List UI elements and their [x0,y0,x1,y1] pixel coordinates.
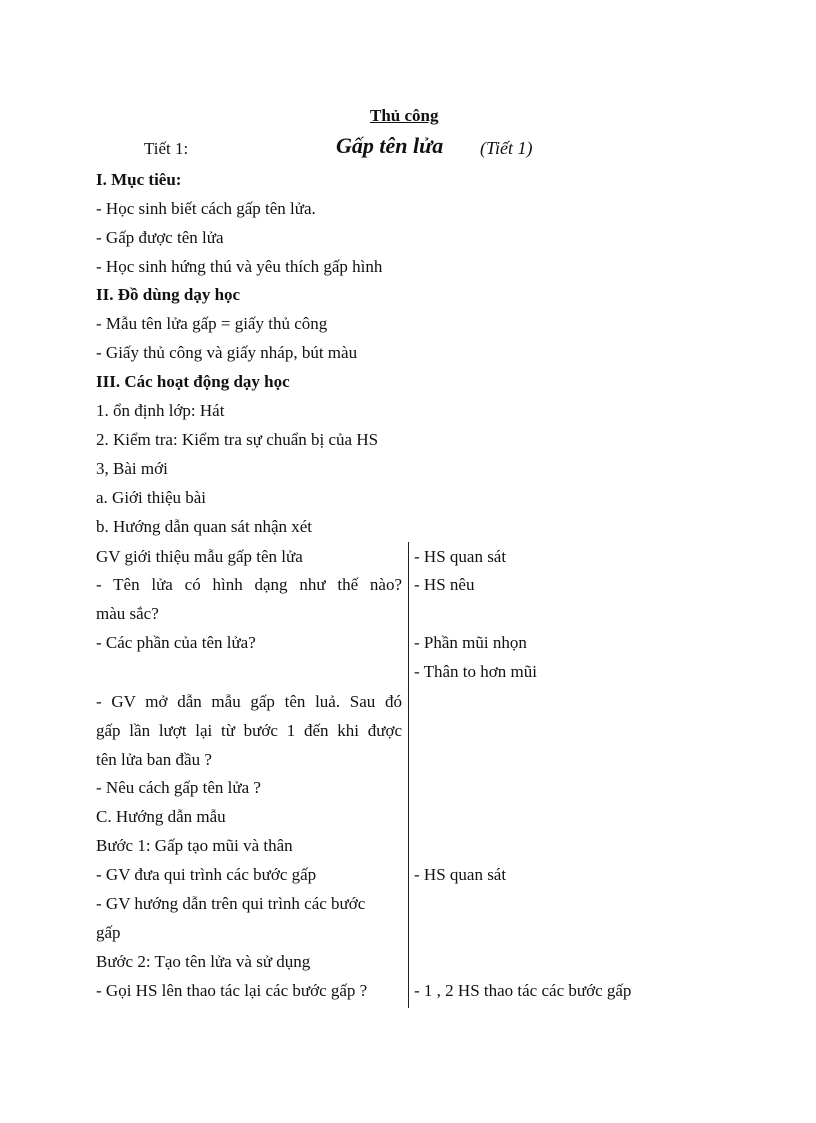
activity-item: 2. Kiểm tra: Kiểm tra sự chuẩn bị của HS [96,430,379,449]
lesson-title: Gấp tên lửa [336,133,444,158]
teacher-line: C. Hướng dẫn mẫu [96,807,226,826]
student-line: - 1 , 2 HS thao tác các bước gấp [414,981,632,1000]
student-line: - Phần mũi nhọn [414,633,527,652]
lesson-part: (Tiết 1) [480,138,533,158]
material-item: - Giấy thủ công và giấy nháp, bút màu [96,343,358,362]
teacher-line: - GV mở dẫn mẫu gấp tên luả. Sau đó [96,692,402,711]
teacher-line: - GV hướng dẫn trên qui trình các bước [96,894,366,913]
activities-heading: III. Các hoạt động dạy học [96,372,290,391]
materials-heading: II. Đồ dùng dạy học [96,285,241,304]
teacher-line: GV giới thiệu mẫu gấp tên lửa [96,547,303,566]
lesson-number: Tiết 1: [144,139,189,158]
activity-item: 3, Bài mới [96,459,168,478]
teacher-line: - Tên lửa có hình dạng như thế nào? [96,575,402,594]
objective-item: - Học sinh biết cách gấp tên lửa. [96,199,316,218]
activity-item: 1. ổn định lớp: Hát [96,401,225,420]
student-line: - HS nêu [414,575,475,594]
objectives-heading: I. Mục tiêu: [96,170,182,189]
teacher-line: Bước 1: Gấp tạo mũi và thân [96,836,293,855]
teacher-line: - Các phần của tên lửa? [96,633,256,652]
teacher-line: tên lửa ban đầu ? [96,750,212,769]
activity-item: b. Hướng dẫn quan sát nhận xét [96,517,313,536]
teacher-line: gấp lần lượt lại từ bước 1 đến khi được [96,721,402,740]
teacher-line: - Gọi HS lên thao tác lại các bước gấp ? [96,981,368,1000]
teacher-line: - Nêu cách gấp tên lửa ? [96,778,261,797]
teacher-line: Bước 2: Tạo tên lửa và sử dụng [96,952,311,971]
student-line: - HS quan sát [414,547,507,566]
column-divider [408,542,409,1008]
teacher-line: - GV đưa qui trình các bước gấp [96,865,317,884]
activity-item: a. Giới thiệu bài [96,488,207,507]
subject-title: Thủ công [370,106,439,125]
material-item: - Mẫu tên lửa gấp = giấy thủ công [96,314,328,333]
objective-item: - Học sinh hứng thú và yêu thích gấp hình [96,257,383,276]
teacher-line: gấp [96,923,121,942]
student-line: - Thân to hơn mũi [414,662,537,681]
objective-item: - Gấp được tên lửa [96,228,224,247]
teacher-line: màu sắc? [96,604,159,623]
student-line: - HS quan sát [414,865,507,884]
